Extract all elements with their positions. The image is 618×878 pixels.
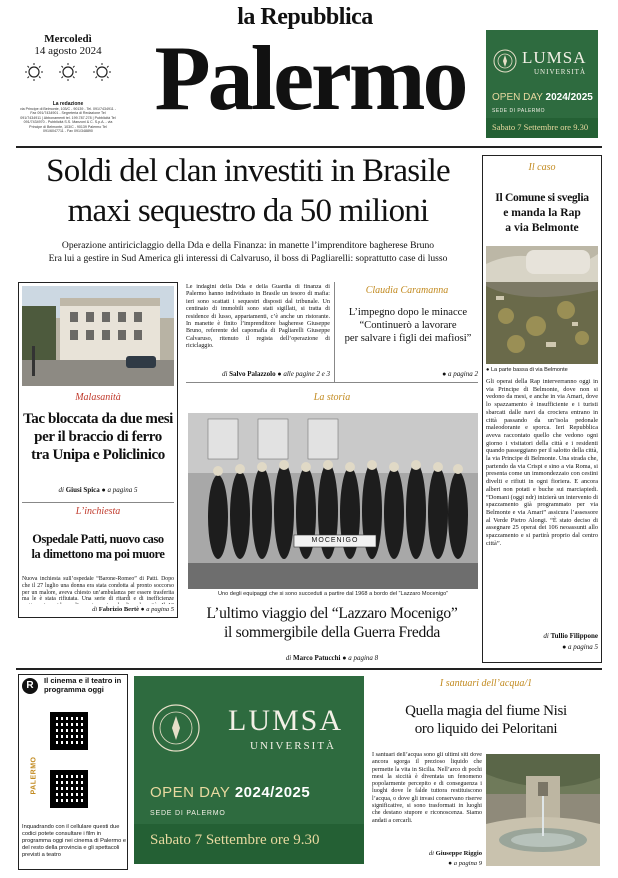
inchiesta-kicker: L’inchiesta: [75, 506, 121, 517]
malasanita-headline-3[interactable]: tra Unipa e Policlinico: [31, 447, 165, 463]
inchiesta-page[interactable]: a pagina 5: [146, 606, 174, 613]
qr-code-teatro[interactable]: [50, 770, 88, 808]
malasanita-headline-2[interactable]: per il braccio di ferro: [34, 429, 162, 445]
caso-kicker: Il caso: [528, 162, 556, 173]
santuari-headline-1[interactable]: Quella magia del fiume Nisi: [405, 703, 567, 719]
malasanita-headline-1[interactable]: Tac bloccata da due mesi: [23, 411, 173, 427]
santuari-kicker: I santuari dell’acqua/1: [439, 678, 533, 689]
caso-headline-3[interactable]: a via Belmonte: [505, 221, 579, 234]
ad-logo-sub: UNIVERSITÀ: [534, 68, 586, 76]
day-label: Mercoledì: [44, 33, 92, 45]
lead-byline: di Salvo Palazzolo ● alle pagine 2 e 3: [221, 370, 330, 378]
date-label: 14 agosto 2024: [34, 45, 102, 57]
inchiesta-author: Fabrizio Bertè: [98, 606, 139, 613]
lead-by: di: [221, 370, 228, 378]
santuari-by: di: [428, 850, 434, 857]
malasanita-author: Giusi Spica: [65, 486, 100, 494]
cinema-badge: R: [22, 678, 38, 694]
imprint-title: La redazione: [52, 101, 84, 107]
street-image: [486, 246, 598, 364]
storia-headline-1[interactable]: L’ultimo viaggio del “Lazzaro Mocenigo”: [206, 605, 458, 622]
caso-page-text: a pagina 5: [568, 643, 598, 651]
hospital-image: [22, 286, 174, 386]
storia-caption: Uno degli equipaggi che si sono succeduti a partire dal 1968 a bordo del “Lazzaro Mocenigo”: [217, 591, 449, 597]
inchiesta-headline-2[interactable]: la dimettono ma poi muore: [31, 547, 165, 561]
seal-icon: [150, 702, 202, 754]
sun-icon: [90, 62, 114, 84]
inchiesta-body: Nuova inchiesta sull’ospedale “Barone-Romeo” di Patti. Dopo che il 27 luglio una donna era stata condotta al pronto soccorso per un malore, aveva chiesto un’ambulanza per essere trasferita ma le è stata rifiutata. Una serie di ritardi e di inefficienze: [22, 576, 174, 603]
city-title[interactable]: Palermo: [154, 27, 466, 129]
bottom-ad-event-year: 2024/2025: [234, 784, 311, 801]
caso-author: Tullio Filippone: [550, 632, 598, 640]
bottom-ad-logo: LUMSA: [228, 704, 344, 737]
inchiesta-byline: di Fabrizio Bertè ● a pagina 5: [92, 606, 174, 613]
bottom-ad-seat: SEDE DI PALERMO: [150, 810, 226, 817]
caramanna-page[interactable]: ● a pagina 2: [442, 370, 478, 378]
inchiesta-by: di: [92, 606, 98, 613]
storia-byline: di Marco Patucchi ● a pagina 8: [285, 654, 379, 662]
caramanna-headline-1[interactable]: L’impegno dopo le minacce: [348, 307, 468, 318]
caso-page[interactable]: ● a pagina 5: [562, 643, 598, 651]
ad-logo: LUMSA: [522, 48, 587, 67]
caramanna-page-text: a pagina 2: [448, 370, 478, 378]
malasanita-page[interactable]: a pagina 5: [107, 486, 138, 494]
ad-seat: SEDE DI PALERMO: [492, 108, 545, 114]
caramanna-kicker: Claudia Caramanna: [365, 285, 449, 296]
malasanita-byline: di Giusi Spica ● a pagina 5: [58, 486, 138, 494]
ad-event: [492, 92, 593, 103]
lead-subheadline-1: Operazione antiriciclaggio della Dda e della Finanza: in manette l’imprenditore bagherese Bruno: [61, 240, 435, 251]
santuari-author: Giuseppe Riggio: [435, 850, 482, 857]
sun-icon: [22, 62, 46, 84]
fountain-image: [486, 754, 600, 866]
via-belmonte-photo[interactable]: [486, 246, 598, 364]
bottom-ad-event-label: OPEN DAY: [150, 784, 231, 801]
imprint-text: via Principe di Belmonte, 103/C - 90139 - Tel. 091/7434911 - Fax 091/7434901 - Segreteria di Redazione Tel 091/7434911 | Abbonamenti tel. 199.787.278 | Pubblicità Tel 091/7434970 - Pubblicità S.S. Manzoni & C. S.p.A. - via Principe di Belmonte, 103/C - 90139 Palermo Tel 091/6047711 - Fax 091/348890: [20, 107, 116, 134]
malasanita-kicker: Malasanità: [75, 392, 121, 403]
crew-image: [188, 413, 478, 589]
weather-strip: [22, 62, 114, 84]
lead-headline-2[interactable]: maxi sequestro da 50 milioni: [67, 193, 429, 229]
santuari-body: I santuari dell’acqua sono gli ultimi siti dove ancora sgorga il prezioso liquido che permette la vita in Sicilia. Nell’arco di pochi mesi la siccità è diventata un fenomeno popolarmente percepito e di conseguenza i luoghi dove le falde tuttora restituiscono l’acqua, o dove gli invasi conservano riserve significative, si sono trasformati in luoghi che destano stupore e riconoscenza. Siamo andati a cercarli.: [372, 752, 482, 824]
caso-caption: ● La parte bassa di via Belmonte: [486, 367, 568, 373]
lead-headline-1[interactable]: Soldi del clan investiti in Brasile: [46, 153, 450, 189]
bottom-ad-logo-sub: UNIVERSITÀ: [250, 740, 336, 752]
storia-kicker: La storia: [313, 392, 351, 403]
seal-icon: [492, 48, 518, 74]
crew-banner: MOCENIGO: [311, 537, 359, 544]
caso-headline-2[interactable]: e manda la Rap: [503, 206, 581, 219]
storia-by: di: [285, 654, 292, 662]
inchiesta-headline-1[interactable]: Ospedale Patti, nuovo caso: [32, 532, 164, 546]
qr-code-cinema[interactable]: [50, 712, 88, 750]
cinema-text: Inquadrando con il cellulare questi due codici potete consultare i film in programma oggi nei cinema di Palermo e del resto della provincia e gli spettacoli previsti a teatro: [22, 824, 127, 858]
storia-author: Marco Patucchi: [293, 654, 341, 662]
caso-byline: [486, 632, 598, 640]
top-ad[interactable]: [486, 30, 598, 138]
fountain-photo[interactable]: [486, 754, 600, 866]
cinema-title: Il cinema e il teatro in programma oggi: [44, 676, 122, 694]
ad-when: Sabato 7 Settembre ore 9.30: [492, 122, 589, 132]
submarine-crew-photo[interactable]: [188, 413, 478, 589]
caso-by: di: [543, 632, 549, 640]
lead-body: Le indagini della Dda e della Guardia di finanza di Palermo hanno individuato in Brasile un tesoro di mafia: ieri sono scattati i sequestri disposti dal tribunale. Un centinaio di immobili sono stati sigillati, si tratta di residence di lusso, appartamenti, c’è anche un ristorante. In manette è finito l’imprenditore bagherese Giuseppe Bruno, referente del capomafia di Pagliarelli Giuseppe Calvaruso, ritenuto il regista dell’operazione di riciclaggio.: [186, 284, 330, 350]
storia-headline-2[interactable]: il sommergibile della Guerra Fredda: [223, 624, 441, 641]
malasanita-by: di: [58, 486, 64, 494]
bottom-ad-event: [150, 784, 310, 801]
hospital-photo[interactable]: [22, 286, 174, 386]
santuari-page[interactable]: ● a pagina 9: [448, 860, 482, 867]
santuari-byline: [372, 850, 482, 857]
caramanna-headline-2[interactable]: “Continuerò a lavorare: [359, 320, 457, 331]
bottom-ad[interactable]: [134, 676, 364, 864]
caso-headline-1[interactable]: Il Comune si sveglia: [495, 191, 589, 204]
bottom-ad-when: Sabato 7 Settembre ore 9.30: [150, 832, 320, 848]
caso-caption-text: La parte bassa di via Belmonte: [490, 367, 568, 373]
cinema-side-label: PALERMO: [30, 756, 38, 795]
santuari-page-text: a pagina 9: [453, 860, 482, 867]
sun-icon: [56, 62, 80, 84]
lead-author: Salvo Palazzolo: [229, 370, 276, 378]
santuari-headline-2[interactable]: oro liquido dei Peloritani: [414, 721, 558, 737]
ad-event-year: 2024/2025: [545, 92, 593, 103]
storia-page[interactable]: a pagina 8: [348, 654, 379, 662]
lead-page[interactable]: alle pagine 2 e 3: [283, 370, 330, 378]
ad-event-label: OPEN DAY: [492, 92, 543, 103]
caramanna-headline-3[interactable]: per salvare i figli dei mafiosi”: [344, 333, 472, 344]
caso-body: Gli operai della Rap interverranno oggi in via Principe di Belmonte, dove non si vedono da mesi, e anche in via Amari, dove lo spazzamento è insufficiente e i turisti sbarcati dalle navi da crociera entrano in città passando da un’isola pedonale maleodorante e sporca. Ieri Repubblica aveva raccontato quello che vedono ogni giorno i visitatori della città e i residenti quando passeggiano per il salotto della città, la via Principe di Belmonte. Una strada che, partendo da via Crispi e sino a via Roma, si presenta come un immondezzaio con cestini divelti e rifiuti in ogni fioriera. E ancora alberi non potati e buche sui marciapiedi. “Domani (oggi ndr) inizierà un intervento di spazzamento già programmato per via Belmonte e via Amari” assicura l’assessore al Verde Pietro Alongi. “È stato deciso di assegnare 25 operai dei 106 neoassunti allo spazzamento e si partirà proprio dal centro città”.: [486, 378, 598, 547]
lead-subheadline-2: Era lui a gestire in Sud America gli interessi di Calvaruso, il boss di Pagliarelli: soprattutto case di lusso: [48, 253, 448, 264]
brand-name[interactable]: la Repubblica: [237, 4, 373, 30]
